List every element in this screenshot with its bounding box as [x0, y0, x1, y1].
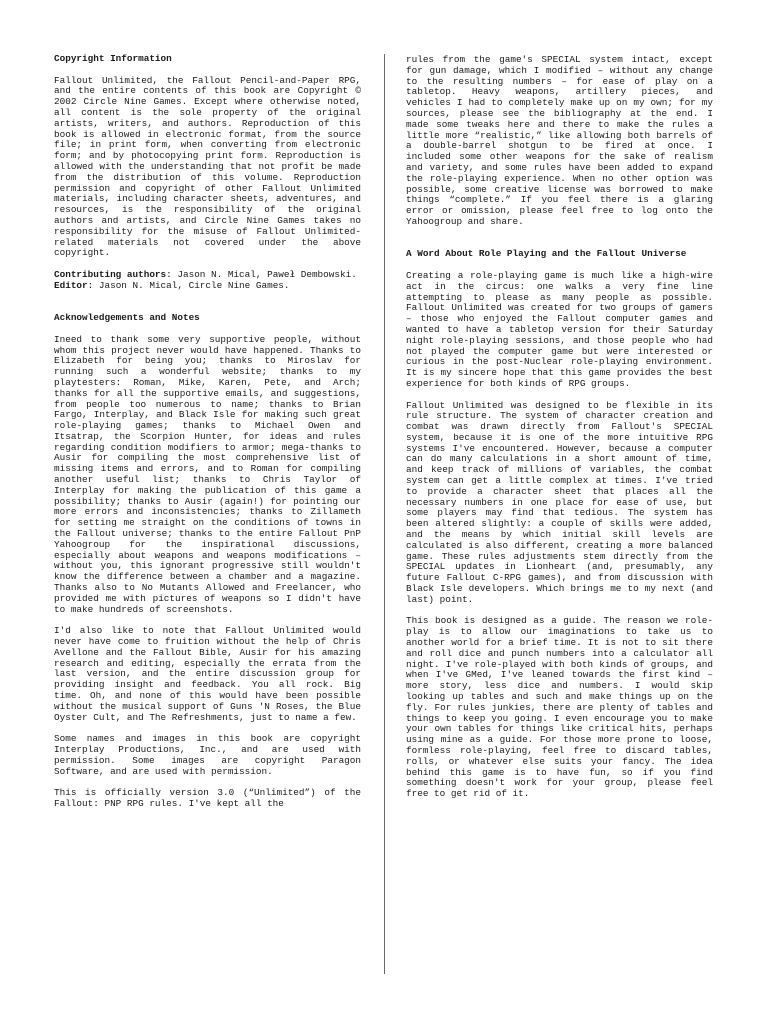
role-playing-paragraph-2: Fallout Unlimited was designed to be flexible in its rule structure. The system of character creation and combat was drawn directly from Fallout's SPECIAL system, because it is one of the more intuitive RPG systems I've encountered. However, because a computer can do many calculations in a short amount of time, and keep track of millions of variables, the combat system can get a little complex at times. I've tried to provide a character sheet that places all the necessary numbers in one place for ease of use, but some players may find that tedious. The system has been altered slightly: a couple of skills were added, and the means by which initial skill levels are calculated is also different, creating a more balanced game. These rules adjustments stem directly from the SPECIAL updates in Lionheart (and, presumably, any future Fallout C-RPG games), and from discussion with Black Isle developers. Which brings me to my next (and last) point.	[406, 399, 713, 605]
contributing-authors-label: Contributing authors	[54, 268, 167, 280]
acknowledgements-heading: Acknowledgements and Notes	[54, 312, 200, 324]
acknowledgements-paragraph-2: I'd also like to note that Fallout Unlimited would never have come to fruition without the help of Chris Avellone and the Fallout Bible, Ausir for his amazing research and editing, especially the errata from the last version, and the entire discussion group for providing insight and feedback. You all rock. Big time. Oh, and none of this would have been possible without the musical support of Guns 'N Roses, the Blue Oyster Cult, and The Refreshments, just to name a few.	[54, 625, 361, 723]
copyright-heading: Copyright Information	[54, 53, 172, 64]
editor-value: : Jason N. Mical, Circle Nine Games.	[87, 279, 290, 291]
acknowledgements-paragraph-4: This is officially version 3.0 (“Unlimited”) of the Fallout: PNP RPG rules. I've kept all the	[54, 787, 361, 809]
role-playing-paragraph-1: Creating a role-playing game is much like a high-wire act in the circus: one walks a very fine line attempting to please as many people as possible. Fallout Unlimited was created for two groups of gamers – those who enjoyed the Fallout computer games and wanted to have a tabletop version for their Saturday night role-playing sessions, and those people who had not played the computer game but were interested or curious in the post-Nuclear role-playing environment. It is my sincere hope that this game provides the best experience for both kinds of RPG groups.	[406, 269, 713, 389]
copyright-paragraph: Fallout Unlimited, the Fallout Pencil-and-Paper RPG, and the entire contents of this book are Copyright © 2002 Circle Nine Games. Except where otherwise noted, all content is the sole property of the original artists, writers, and authors. Reproduction of this book is allowed in electronic format, from the source file; in print form, when converting from electronic form; and by photocopying print form. Reproduction is allowed with the understanding that not profit be made from the distribution of this volume. Reproduction permission and copyright of other Fallout Unlimited materials, including character sheets, adventures, and resources, is the responsibility of the original authors and artists, and Circle Nine Games takes no responsibility for the misuse of Fallout Unlimited-related materials not covered under the above copyright.	[54, 74, 361, 259]
left-column	[54, 54, 361, 810]
role-playing-paragraph-3: This book is designed as a guide. The reason we role-play is to allow our imaginations to take us to another world for a brief time. It is not to sit there and roll dice and punch numbers into a calculator all night. I've role-played with both kinds of groups, and when I've GMed, I've leaned towards the first kind – more story, less dice and numbers. I would skip looking up tables and such and make things up on the fly. For rules junkies, there are plenty of tables and things to keep you going. I even encourage you to make your own tables for things like critical hits, perhaps using mine as a guide. For those more prone to loose, formless role-playing, feel free to discard tables, rolls, or whatever else suits your fancy. The idea behind this game is to have fun, so if you find something doesn't work for your group, please feel free to get rid of it.	[406, 615, 713, 800]
editor-label: Editor	[54, 279, 88, 291]
column-divider	[384, 54, 385, 974]
acknowledgements-paragraph-1: Ineed to thank some very supportive people, without whom this project never would have happened. Thanks to Elizabeth for being you; thanks to Miroslav for running such a wonderful website; thanks to my playtesters: Roman, Mike, Karen, Pete, and Arch; thanks for all the supportive emails, and suggestions, from people too numerous to name; thanks to Brian Fargo, Interplay, and Black Isle for making such great role-playing games; thanks to Michael Owen and Itsatrap, the Scorpion Hunter, for ideas and rules regarding condition modifiers to armor; mega-thanks to Ausir for compiling the most comprehensive list of missing items and errors, and to Roman for compiling another useful list; thanks to Chris Taylor of Interplay for making the publication of this game a possibility; thanks to Ausir (again!) for pointing our more errors and inconsistencies; thanks to Zillameth for setting me straight on the conditions of towns in the Fallout universe; thanks to the entire Fallout PnP Yahoogroup for the inspirational discussions, especially about weapons and weapons modifications – without you, this ignorant progressive still wouldn't know the difference between a chamber and a magazine. Thanks also to No Mutants Allowed and Freelancer, who provided me with pictures of weapons so I didn't have to make hundreds of screenshots.	[54, 333, 361, 615]
acknowledgements-paragraph-3: Some names and images in this book are copyright Interplay Productions, Inc., and are used with permission. Some images are copyright Paragon Software, and are used with permission.	[54, 733, 361, 777]
continued-paragraph: rules from the game's SPECIAL system intact, except for gun damage, which I modified – without any change to the resulting numbers – for ease of play on a tabletop. Heavy weapons, artillery pieces, and vehicles I had to completely make up on my own; for my sources, please see the bibliography at the end. I made some tweaks here and there to make the rules a little more “realistic,” like allowing both barrels of a double-barrel shotgun to be fired at once. I included some other weapons for the sake of realism and variety, and some rules have been added to expand the role-playing experience. When no other option was possible, some creative license was borrowed to make things “complete.” If you feel there is a glaring error or omission, please feel free to log onto the Yahoogroup and share.	[406, 54, 713, 227]
editor-line	[54, 281, 361, 292]
right-column	[406, 55, 713, 800]
role-playing-heading: A Word About Role Playing and the Fallout Universe	[406, 248, 687, 260]
contributing-authors-value: : Jason N. Mical, Paweł Dembowski.	[166, 268, 357, 280]
